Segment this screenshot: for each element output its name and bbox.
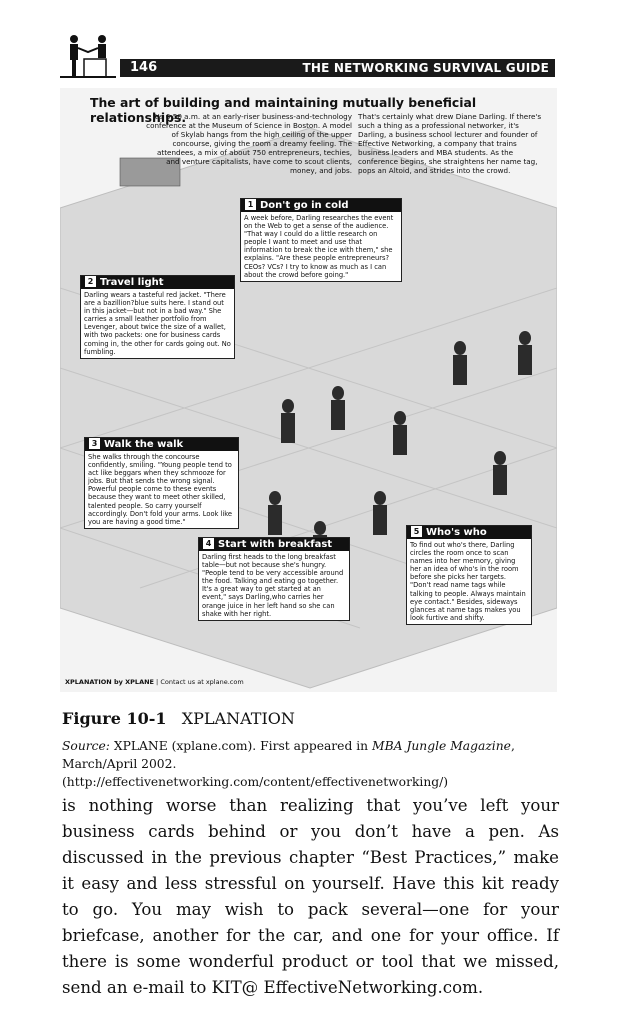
- intro-left: It's 6:50 a.m. at an early-riser business-and-technology conference at the Museum of Science in Boston. A model of Skylab hangs from the high ceiling of the upper concourse, giving the room a dreamy feeling. The attendees, a mix of about 750 entrepreneurs, techies, and venture capitalists, have come to scout clients, money, and jobs.: [146, 112, 352, 175]
- source-text-a: XPLANE (xplane.com). First appeared in: [113, 739, 369, 753]
- callout-title: Start with breakfast: [218, 539, 333, 550]
- book-title: THE NETWORKING SURVIVAL GUIDE: [302, 61, 549, 75]
- body-paragraph: is nothing worse than realizing that you’ve left your business cards behind or you don’t have a pen. As discussed in the previous chapter “Best Practices,” make it easy and less stressful on yourself. Have this kit ready to go. You may wish to pack several—one for your briefcase, another for the car, and one for your office. If there is some wonderful product or tool that we missed, send an e-mail to KIT@ EffectiveNetworking.com.: [62, 796, 559, 997]
- figure-name: XPLANATION: [181, 709, 295, 728]
- callout-number: 2: [85, 276, 96, 287]
- running-header: [58, 55, 555, 77]
- callout-number: 3: [89, 438, 100, 449]
- callout-text: Darling first heads to the long breakfast table—but not because she's hungry. "People tend to be very accessible around the food. Talking and eating go together. It's a great way to get started at an event," says Darling,who carries her orange juice in her left hand so she can shake with her right.: [202, 553, 344, 618]
- figure-credit: XPLANATION by XPLANE | Contact us at xplane.com: [65, 678, 244, 686]
- callout-number: 5: [411, 526, 422, 537]
- source-publication: MBA Jungle Magazine: [372, 739, 511, 753]
- figure-title: The art of building and maintaining mutually beneficial relationships.: [90, 95, 477, 125]
- callout-walk-the-walk: [84, 437, 239, 529]
- credit-brand: XPLANATION by XPLANE: [65, 678, 154, 686]
- callout-title: Travel light: [100, 277, 164, 288]
- source-text-b: , March/April 2002. (http://effectivenetworking.com/content/effectivenetworking/): [62, 739, 515, 789]
- callout-start-with-breakfast: [198, 537, 350, 621]
- callout-travel-light: [80, 275, 235, 359]
- callout-text: A week before, Darling researches the event on the Web to get a sense of the audience. "That way I could do a little research on people I want to meet and use that information to break the ice with them," she explains. "Are these people entrepreneurs? CEOs? VCs? I try to know as much as I can about the crowd before going.": [244, 214, 394, 279]
- figure-illustration: [60, 88, 557, 692]
- callout-text: Darling wears a tasteful red jacket. "There are a bazillion?blue suits here. I stand out in this jacket—but not in a bad way." She carries a small leather portfolio from Levenger, about twice the size of a wallet, with two packets: one for business cards coming in, the other for cards going out. No fumbling.: [84, 291, 231, 356]
- callout-number: 1: [245, 199, 256, 210]
- callout-text: To find out who's there, Darling circles the room once to scan names into her memory, giving her an idea of who's in the room before she picks her targets. "Don't read name tags while talking to people. Always maintain eye contact." Besides, sideways glances at name tags makes you look furtive and shifty.: [410, 541, 526, 622]
- credit-contact: Contact us at xplane.com: [160, 678, 244, 686]
- figure-caption: [62, 709, 295, 728]
- figure-number: Figure 10-1: [62, 709, 167, 728]
- callout-dont-go-in-cold: [240, 198, 402, 282]
- page-number: 146: [130, 60, 158, 75]
- callout-title: Who's who: [426, 527, 487, 538]
- callout-title: Walk the walk: [104, 439, 184, 450]
- callout-text: She walks through the concourse confidently, smiling. "Young people tend to act like beggars when they schmooze for jobs. But that sends the wrong signal. Powerful people come to these events because they want to meet other skilled, talented people. So carry yourself accordingly. Don't fold your arms. Look like you are having a good time.": [88, 453, 233, 526]
- figure-source: [62, 737, 562, 791]
- callout-number: 4: [203, 538, 214, 549]
- intro-right: That's certainly what drew Diane Darling. If there's such a thing as a professional networker, it's Darling, a business school lecturer and founder of Effective Networking, a company that trains business leaders and MBA students. As the conference begins, she straightens her name tag, pops an Altoid, and strides into the crowd.: [358, 112, 542, 175]
- callout-whos-who: [406, 525, 532, 625]
- source-label: Source:: [62, 739, 110, 753]
- callout-title: Don't go in cold: [260, 200, 349, 211]
- two-people-handshake-icon: [58, 31, 118, 79]
